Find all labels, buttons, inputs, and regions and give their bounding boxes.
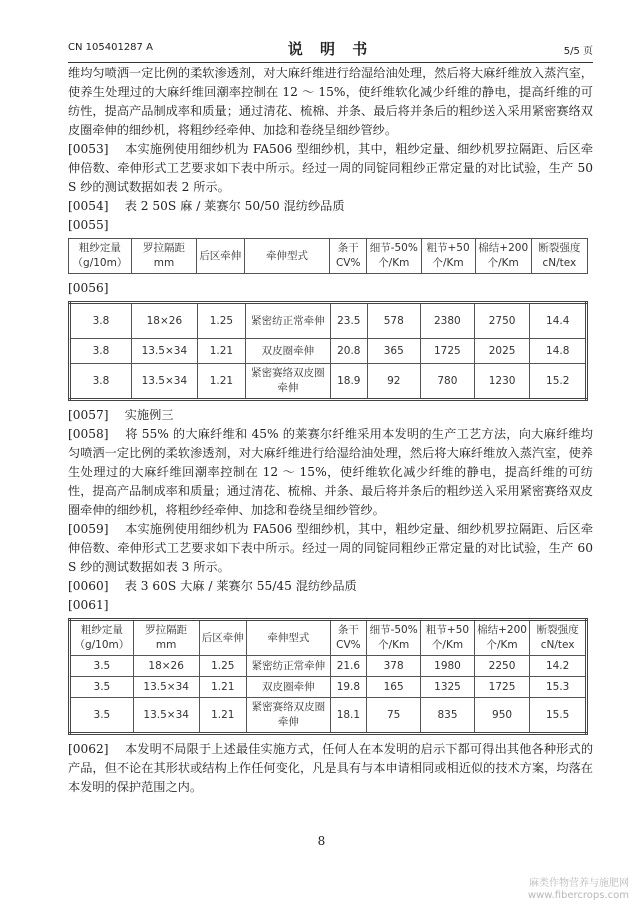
paragraph-number: [0061]	[68, 598, 109, 612]
table-cell: 3.5	[70, 698, 134, 734]
table-cell: 378	[367, 656, 421, 677]
table-cell: 365	[367, 339, 420, 364]
table-cell: 13.5×34	[131, 364, 197, 400]
table-cell: 双皮圈牵伸	[247, 677, 331, 698]
paragraph-number: [0054]	[68, 199, 109, 213]
table-cell: 780	[420, 364, 474, 400]
table-cell: 1725	[420, 339, 474, 364]
paragraph-0057	[68, 406, 593, 425]
table-caption: 表 2 50S 麻 / 莱赛尔 50/50 混纺纱品质	[124, 199, 345, 213]
table-cell: 14.4	[530, 303, 587, 339]
table-cell: 紧密赛络双皮圈牵伸	[245, 364, 330, 400]
col-header: 罗拉隔距mm	[133, 620, 199, 656]
table-cell: 1325	[421, 677, 475, 698]
col-header: 粗纱定量（g/10m）	[70, 620, 134, 656]
header-divider	[68, 62, 593, 63]
table-3	[68, 618, 588, 735]
table-row	[70, 698, 587, 734]
table-cell: 1980	[421, 656, 475, 677]
paragraph-number: [0060]	[68, 579, 109, 593]
section-heading: 实施例三	[124, 408, 174, 422]
table-2-header	[68, 238, 588, 274]
table-cell: 18×26	[131, 303, 197, 339]
paragraph-0055	[68, 216, 593, 235]
col-header: 棉结+200个/Km	[474, 620, 529, 656]
paragraph-text: 本实施例使用细纱机为 FA506 型细纱机，其中，粗纱定量、细纱机罗拉隔距、后区牵伸倍数、牵伸形式工艺要求如下表中所示。经过一周的同锭同粗纱正常定量的对比试验，生产 50S 纱的测试数据如表 2 所示。	[68, 142, 594, 194]
col-header: 条干CV%	[330, 620, 366, 656]
table-cell: 1.21	[199, 698, 246, 734]
col-header: 牵伸型式	[244, 239, 330, 274]
table-cell: 紧密纺正常牵伸	[247, 656, 331, 677]
paragraph-continued: 维均匀喷洒一定比例的柔软渗透剂，对大麻纤维进行给湿给油处理，然后将大麻纤维放入蒸汽室，使养生处理过的大麻纤维回潮率控制在 12 ～ 15%，使纤维软化减少纤维的静电，提高纤维的可纺性，提高产品制成率和质量；通过清花、梳棉、并条、最后将并条后的粗纱送入采用紧密赛络双皮圈牵伸的细纱机，将粗纱经牵伸、加捻和卷绕呈细纱管纱。	[68, 66, 593, 137]
paragraph-0062	[68, 740, 593, 797]
col-header: 条干CV%	[330, 239, 367, 274]
table-cell: 1725	[474, 677, 529, 698]
page-number: 8	[317, 834, 326, 848]
table-cell: 92	[367, 364, 420, 400]
paragraph-0056	[68, 279, 593, 298]
table-cell: 14.8	[530, 339, 587, 364]
table-cell: 紧密赛络双皮圈牵伸	[247, 698, 331, 734]
table-cell: 2750	[474, 303, 530, 339]
paragraph-0054	[68, 197, 593, 216]
col-header: 粗节+50个/Km	[421, 620, 475, 656]
col-header: 罗拉隔距mm	[131, 239, 196, 274]
table-cell: 75	[367, 698, 421, 734]
table-cell: 18.9	[331, 364, 368, 400]
table-cell: 15.3	[530, 677, 587, 698]
table-cell: 15.5	[530, 698, 587, 734]
table-cell: 15.2	[530, 364, 587, 400]
table-row	[70, 303, 587, 339]
paragraph-number: [0056]	[68, 281, 109, 295]
table-row	[70, 339, 587, 364]
table-cell: 18×26	[133, 656, 199, 677]
col-header: 后区牵伸	[199, 620, 246, 656]
table-row	[70, 364, 587, 400]
table-cell: 3.8	[70, 303, 132, 339]
table-cell: 紧密纺正常牵伸	[245, 303, 330, 339]
col-header: 细节-50%个/Km	[367, 239, 421, 274]
table-cell: 13.5×34	[133, 677, 199, 698]
table-cell: 3.8	[70, 339, 132, 364]
col-header: 细节-50%个/Km	[367, 620, 421, 656]
table-cell: 19.8	[330, 677, 366, 698]
table-2-body	[68, 301, 588, 401]
watermark-line: 麻类作物营养与施肥网	[529, 878, 629, 889]
col-header: 后区牵伸	[197, 239, 245, 274]
table-cell: 21.6	[330, 656, 366, 677]
col-header: 牵伸型式	[247, 620, 331, 656]
table-cell: 835	[421, 698, 475, 734]
table-cell: 578	[367, 303, 420, 339]
col-header: 断裂强度cN/tex	[530, 620, 587, 656]
table-row	[70, 656, 587, 677]
paragraph-number: [0059]	[68, 522, 109, 536]
paragraph-number: [0053]	[68, 142, 109, 156]
table-header-row	[70, 620, 587, 656]
table-cell: 165	[367, 677, 421, 698]
watermark	[528, 878, 629, 902]
col-header: 断裂强度cN/tex	[531, 239, 587, 274]
table-cell: 950	[474, 698, 529, 734]
table-cell: 1.21	[199, 677, 246, 698]
table-caption: 表 3 60S 大麻 / 莱赛尔 55/45 混纺纱品质	[124, 579, 357, 593]
paragraph-text: 本发明不局限于上述最佳实施方式，任何人在本发明的启示下都可得出其他各种形式的产品，但不论在其形状或结构上作任何变化，凡是具有与本申请相同或相近似的技术方案，均落在本发明的保护范围之内。	[68, 742, 594, 794]
paragraph-number: [0062]	[68, 742, 109, 756]
paragraph-0053	[68, 140, 593, 197]
table-row	[70, 677, 587, 698]
col-header: 粗纱定量（g/10m）	[69, 239, 132, 274]
table-cell: 18.1	[330, 698, 366, 734]
paragraph-0058	[68, 425, 593, 520]
paragraph-text: 本实施例使用细纱机为 FA506 型细纱机，其中，粗纱定量、细纱机罗拉隔距、后区牵伸倍数、牵伸形式工艺要求如下表中所示。经过一周的同锭同粗纱正常定量的对比试验，生产 60S 纱的测试数据如表 3 所示。	[68, 522, 594, 574]
patent-number: CN 105401287 A	[68, 42, 153, 53]
document-title: 说 明 书	[287, 40, 374, 58]
table-cell: 1230	[474, 364, 530, 400]
table-cell: 14.2	[530, 656, 587, 677]
table-cell: 13.5×34	[131, 339, 197, 364]
col-header: 棉结+200个/Km	[475, 239, 531, 274]
paragraph-number: [0058]	[68, 427, 109, 441]
table-cell: 1.21	[197, 339, 245, 364]
table-cell: 20.8	[331, 339, 368, 364]
table-cell: 3.5	[70, 677, 134, 698]
watermark-url: www.fibercrops.com	[527, 890, 629, 901]
paragraph-number: [0057]	[68, 408, 109, 422]
table-cell: 2250	[474, 656, 529, 677]
table-cell: 2380	[420, 303, 474, 339]
page-header	[68, 38, 593, 60]
paragraph-0060	[68, 577, 593, 596]
paragraph-text: 将 55% 的大麻纤维和 45% 的莱赛尔纤维采用本发明的生产工艺方法，向大麻纤维均匀喷洒一定比例的柔软渗透剂，对大麻纤维进行给湿给油处理，然后将大麻纤维放入蒸汽室，使养生处理过的大麻纤维回潮率控制在 12 ～ 15%，使纤维软化减少纤维的静电，提高纤维的可纺性，提高产品制成率和质量；通过清花、梳棉、并条、最后将并条后的粗纱送入采用紧密赛络双皮圈牵伸的细纱机，将粗纱经牵伸、加捻和卷绕呈细纱管纱。	[68, 427, 593, 517]
paragraph-number: [0055]	[68, 218, 109, 232]
table-cell: 1.21	[197, 364, 245, 400]
document-body	[68, 64, 593, 797]
paragraph-0061	[68, 596, 593, 615]
table-cell: 2025	[474, 339, 530, 364]
paragraph-0059	[68, 520, 593, 577]
table-cell: 双皮圈牵伸	[245, 339, 330, 364]
table-cell: 3.5	[70, 656, 134, 677]
col-header: 粗节+50个/Km	[421, 239, 475, 274]
page-indicator: 5/5 页	[563, 46, 593, 57]
table-cell: 23.5	[331, 303, 368, 339]
table-cell: 3.8	[70, 364, 132, 400]
table-cell: 13.5×34	[133, 698, 199, 734]
table-cell: 1.25	[199, 656, 246, 677]
table-cell: 1.25	[197, 303, 245, 339]
